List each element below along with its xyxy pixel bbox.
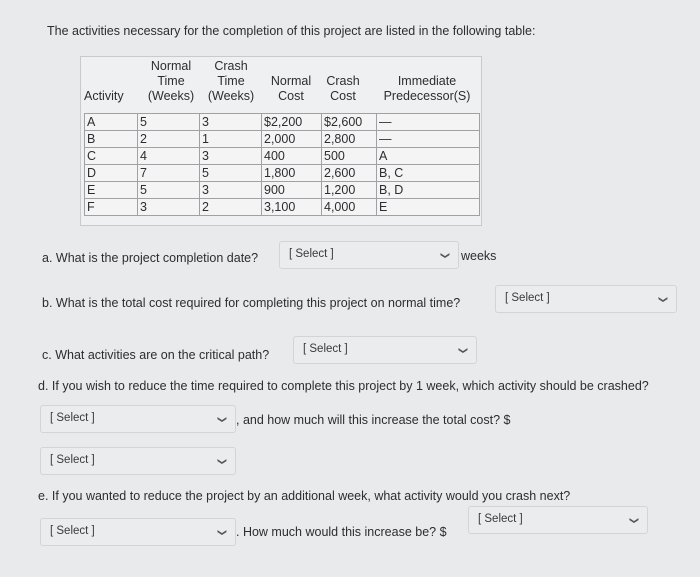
normal-cost-select[interactable] <box>495 285 677 313</box>
table-cell: 900 <box>262 182 322 199</box>
select-label: [ Select ] <box>50 412 95 424</box>
table-row <box>85 131 480 148</box>
table-cell: — <box>377 114 480 131</box>
table-cell: 2,600 <box>322 165 377 182</box>
header-crash-cost: Crash Cost <box>326 74 360 103</box>
select-label: [ Select ] <box>303 343 348 355</box>
chevron-down-icon: ❯ <box>458 346 469 355</box>
question-e-middle: . How much would this increase be? $ <box>236 525 447 539</box>
table-cell: — <box>377 131 480 148</box>
question-b: b. What is the total cost required for completing this project on normal time? <box>42 296 461 310</box>
chevron-down-icon: ❯ <box>629 516 640 525</box>
table-cell: 2,000 <box>262 131 322 148</box>
crash-cost-select-1[interactable] <box>40 447 236 475</box>
header-activity: Activity <box>84 89 124 103</box>
table-cell: A <box>377 148 480 165</box>
table-cell: 1,800 <box>262 165 322 182</box>
table-cell: $2,200 <box>262 114 322 131</box>
table-cell: 4,000 <box>322 199 377 216</box>
table-cell: B, C <box>377 165 480 182</box>
header-normal-time: Normal Time (Weeks) <box>147 59 195 103</box>
question-e: e. If you wanted to reduce the project by an additional week, what activity would you crash next? <box>38 489 571 503</box>
chevron-down-icon: ❯ <box>217 415 228 424</box>
table-cell: 7 <box>138 165 200 182</box>
chevron-down-icon: ❯ <box>217 457 228 466</box>
table-cell: 2 <box>200 199 262 216</box>
table-row <box>85 148 480 165</box>
table-cell: 3,100 <box>262 199 322 216</box>
select-label: [ Select ] <box>50 454 95 466</box>
table-cell: 2 <box>138 131 200 148</box>
table-cell: 3 <box>138 199 200 216</box>
chevron-down-icon: ❯ <box>658 295 669 304</box>
table-row <box>85 165 480 182</box>
chevron-down-icon: ❯ <box>217 528 228 537</box>
select-label: [ Select ] <box>478 513 523 525</box>
table-cell: 5 <box>138 182 200 199</box>
table-cell: 2,800 <box>322 131 377 148</box>
table-cell: 400 <box>262 148 322 165</box>
table-cell: 4 <box>138 148 200 165</box>
table-cell: F <box>85 199 138 216</box>
question-c: c. What activities are on the critical path? <box>42 348 270 362</box>
table-cell: B, D <box>377 182 480 199</box>
crash-activity-select-1[interactable] <box>40 405 236 433</box>
completion-date-select[interactable] <box>279 241 459 269</box>
select-label: [ Select ] <box>50 525 95 537</box>
header-predecessor: Immediate Predecessor(S) <box>383 74 471 103</box>
intro-text: The activities necessary for the completion of this project are listed in the following table: <box>47 24 536 38</box>
question-d-middle: , and how much will this increase the total cost? $ <box>236 413 511 427</box>
question-a: a. What is the project completion date? <box>42 251 259 265</box>
table-cell: 500 <box>322 148 377 165</box>
table-row <box>85 199 480 216</box>
select-label: [ Select ] <box>505 292 550 304</box>
crash-cost-select-2[interactable] <box>468 506 648 534</box>
table-cell: 5 <box>138 114 200 131</box>
table-cell: 3 <box>200 182 262 199</box>
table-cell: E <box>85 182 138 199</box>
table-row <box>85 182 480 199</box>
table-cell: 3 <box>200 114 262 131</box>
chevron-down-icon: ❯ <box>440 251 451 260</box>
table-row <box>85 114 480 131</box>
header-crash-time: Crash Time (Weeks) <box>207 59 255 103</box>
table-cell: C <box>85 148 138 165</box>
table-cell: 1,200 <box>322 182 377 199</box>
critical-path-select[interactable] <box>293 336 477 364</box>
table-cell: 5 <box>200 165 262 182</box>
table-cell: D <box>85 165 138 182</box>
table-cell: E <box>377 199 480 216</box>
table-cell: 1 <box>200 131 262 148</box>
table-cell: A <box>85 114 138 131</box>
table-cell: $2,600 <box>322 114 377 131</box>
select-label: [ Select ] <box>289 248 334 260</box>
activity-table <box>84 113 480 216</box>
table-cell: 3 <box>200 148 262 165</box>
question-d: d. If you wish to reduce the time required to complete this project by 1 week, which activity should be crashed? <box>38 379 649 393</box>
header-normal-cost: Normal Cost <box>270 74 312 103</box>
table-cell: B <box>85 131 138 148</box>
weeks-label: weeks <box>461 249 497 263</box>
crash-activity-select-2[interactable] <box>40 518 236 546</box>
